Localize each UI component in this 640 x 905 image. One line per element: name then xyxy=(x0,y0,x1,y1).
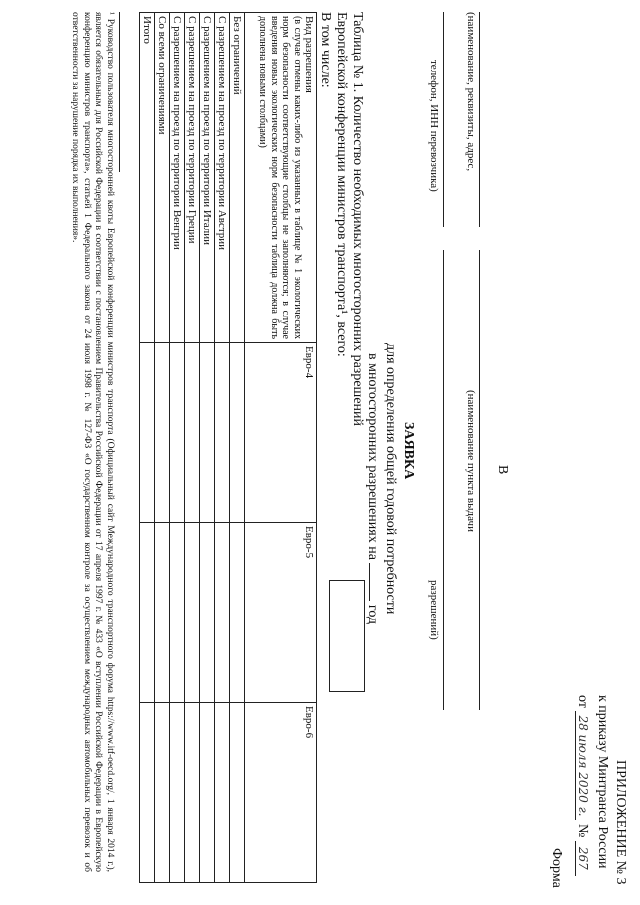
input-cell[interactable] xyxy=(230,523,245,703)
input-cell[interactable] xyxy=(215,703,230,883)
column-header-euro6: Евро-6 xyxy=(245,703,317,883)
table-row xyxy=(155,13,170,883)
input-cell[interactable] xyxy=(230,343,245,523)
input-cell[interactable] xyxy=(140,343,155,523)
input-cell[interactable] xyxy=(200,343,215,523)
table-row xyxy=(215,13,230,883)
footnote: ¹ Руководство пользователя многосторонней квоты Европейской конференции министров транспорта (Официальный сайт Международного транспортного форума https://www.itf-oecd.org/, 1 января 2014 г.), является обязательным для Российской Федерации в соответствии с постановлением Правительства Российской Федерации от 17 апреля 1997 г. № 433 «О вступлении Российской Федерации в Европейскую конференцию министров транспорта», статьей 1 Федерального закона от 24 июля 1998 г. № 127-ФЗ «О государственном контроле за осуществлением международных автомобильных перевозок и об ответственности за нарушение порядка их выполнения». xyxy=(70,12,115,872)
input-cell[interactable] xyxy=(185,343,200,523)
input-cell[interactable] xyxy=(140,523,155,703)
issuer-caption: (наименование пункта выдачи xyxy=(465,390,477,532)
number-prefix: № xyxy=(575,823,590,838)
row-label: Без ограничений xyxy=(230,13,245,343)
table-heading-1: Таблица № 1. Количество необходимых многосторонних разрешений xyxy=(350,12,365,427)
table-row xyxy=(230,13,245,883)
input-cell[interactable] xyxy=(230,703,245,883)
input-cell[interactable] xyxy=(200,703,215,883)
title-sub-2-text: в многосторонних разрешениях на xyxy=(365,353,380,560)
issuer-line-2 xyxy=(443,250,444,710)
row-label: Со всеми ограничениями xyxy=(155,13,170,343)
order-reference: к приказу Минтранса России xyxy=(595,695,610,869)
row-label: С разрешением на проезд по территории Венгрии xyxy=(170,13,185,343)
footnote-divider xyxy=(119,12,120,172)
issuer-caption-2: разрешений) xyxy=(428,580,440,640)
input-cell[interactable] xyxy=(140,703,155,883)
column-header-euro5: Евро-5 xyxy=(245,523,317,703)
input-cell[interactable] xyxy=(155,523,170,703)
carrier-line-2 xyxy=(443,12,444,227)
year-label: год xyxy=(365,604,380,625)
table-row xyxy=(185,13,200,883)
input-cell[interactable] xyxy=(155,343,170,523)
table-row xyxy=(170,13,185,883)
input-cell[interactable] xyxy=(200,523,215,703)
column-header-euro4: Евро-4 xyxy=(245,343,317,523)
order-date-line xyxy=(574,695,590,876)
table-heading-3: В том числе: xyxy=(318,12,333,88)
carrier-line xyxy=(479,12,480,227)
table-heading-2: Европейской конференции министров транспорта¹, всего: xyxy=(334,12,349,357)
title-sub-2 xyxy=(364,353,380,624)
carrier-caption: (наименование, реквизиты, адрес, xyxy=(465,12,477,172)
input-cell[interactable] xyxy=(155,703,170,883)
header-label: Вид разрешения xyxy=(303,16,315,93)
row-label: Итого xyxy=(140,13,155,343)
input-cell[interactable] xyxy=(215,343,230,523)
input-cell[interactable] xyxy=(185,703,200,883)
form-label: Форма xyxy=(549,848,564,888)
appendix-label: ПРИЛОЖЕНИЕ № 3 xyxy=(613,760,628,885)
order-number: 267 xyxy=(575,841,590,876)
year-blank xyxy=(369,563,370,601)
input-cell[interactable] xyxy=(215,523,230,703)
total-box xyxy=(329,580,365,692)
table-row xyxy=(140,13,155,883)
input-cell[interactable] xyxy=(185,523,200,703)
row-label: С разрешением на проезд по территории Италии xyxy=(200,13,215,343)
table-header-cell xyxy=(245,13,317,343)
input-cell[interactable] xyxy=(170,523,185,703)
order-date: 28 июля 2020 г. xyxy=(575,711,590,820)
document-title: ЗАЯВКА xyxy=(401,422,416,480)
table-row xyxy=(200,13,215,883)
date-prefix: от xyxy=(575,695,590,708)
input-cell[interactable] xyxy=(170,343,185,523)
header-note: (в случае отмены каких-либо из указанных в таблице № 1 экологических норм безопасности соответствующие столбцы не заполняются; в случае введения новых экологических норм безопасности таблица должна быть дополнена новыми столбцами) xyxy=(257,16,303,339)
input-cell[interactable] xyxy=(170,703,185,883)
row-label: С разрешением на проезд по территории Австрии xyxy=(215,13,230,343)
issuer-line xyxy=(479,250,480,710)
title-sub-1: для определения общей годовой потребности xyxy=(383,343,398,615)
row-label: С разрешением на проезд по территории Греции xyxy=(185,13,200,343)
carrier-caption-2: телефон, ИНН перевозчика) xyxy=(428,60,440,192)
permits-table xyxy=(139,12,317,883)
table-header-row xyxy=(245,13,317,883)
recipient-to: В xyxy=(495,465,510,475)
